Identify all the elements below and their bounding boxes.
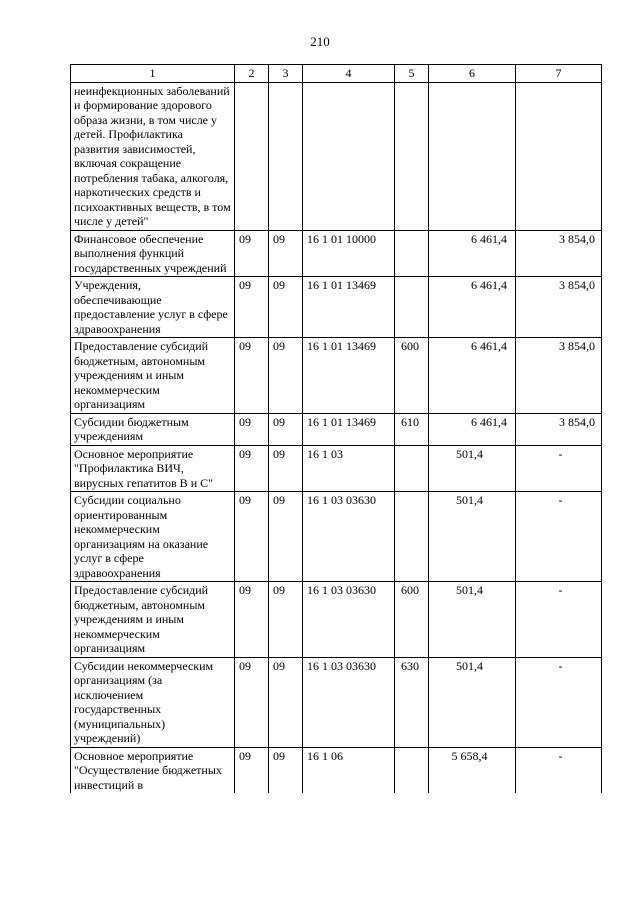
- amount-cell: 501,4: [429, 582, 516, 658]
- row-name-cell: Основное мероприятие "Осуществление бюджетных инвестиций в: [71, 747, 235, 793]
- target-code-cell: 16 1 01 13469: [303, 338, 395, 414]
- amount-cell: 6 461,4: [429, 230, 516, 277]
- row-name-cell: Субсидии социально ориентированным некоммерческим организациям на оказание услуг в сфере здравоохранения: [71, 492, 235, 582]
- amount-cell: 3 854,0: [516, 413, 602, 445]
- expense-type-cell: [395, 445, 429, 492]
- expense-type-cell: [395, 230, 429, 277]
- column-header: 6: [429, 65, 516, 83]
- section-cell: 09: [235, 413, 269, 445]
- section-cell: 09: [235, 338, 269, 414]
- column-header: 5: [395, 65, 429, 83]
- table-row: [71, 230, 602, 277]
- amount-cell: 3 854,0: [516, 230, 602, 277]
- table-row: [71, 492, 602, 582]
- expense-type-cell: 610: [395, 413, 429, 445]
- row-name-cell: Субсидии некоммерческим организациям (за исключением государственных (муниципальных) учреждений): [71, 657, 235, 747]
- section-cell: 09: [235, 582, 269, 658]
- target-code-cell: 16 1 06: [303, 747, 395, 793]
- table-row: [71, 657, 602, 747]
- table-row: [71, 582, 602, 658]
- amount-cell: 501,4: [429, 445, 516, 492]
- target-code-cell: 16 1 03: [303, 445, 395, 492]
- subsection-cell: 09: [269, 230, 303, 277]
- amount-cell: 5 658,4: [429, 747, 516, 793]
- column-header: 4: [303, 65, 395, 83]
- target-code-cell: 16 1 01 13469: [303, 277, 395, 338]
- amount-cell: 3 854,0: [516, 277, 602, 338]
- amount-cell: -: [516, 657, 602, 747]
- subsection-cell: 09: [269, 747, 303, 793]
- amount-cell: -: [516, 582, 602, 658]
- row-name-cell: Предоставление субсидий бюджетным, автономным учреждениям и иным некоммерческим организациям: [71, 338, 235, 414]
- table-row: [71, 413, 602, 445]
- expense-type-cell: [395, 82, 429, 230]
- section-cell: 09: [235, 492, 269, 582]
- table-row: [71, 747, 602, 793]
- table-row: [71, 277, 602, 338]
- row-name-cell: Основное мероприятие "Профилактика ВИЧ, вирусных гепатитов В и С": [71, 445, 235, 492]
- subsection-cell: 09: [269, 445, 303, 492]
- section-cell: 09: [235, 230, 269, 277]
- row-name-cell: Учреждения, обеспечивающие предоставление услуг в сфере здравоохранения: [71, 277, 235, 338]
- target-code-cell: 16 1 03 03630: [303, 582, 395, 658]
- column-header: 1: [71, 65, 235, 83]
- section-cell: 09: [235, 277, 269, 338]
- subsection-cell: 09: [269, 657, 303, 747]
- section-cell: 09: [235, 445, 269, 492]
- amount-cell: 501,4: [429, 657, 516, 747]
- row-name-cell: Финансовое обеспечение выполнения функций государственных учреждений: [71, 230, 235, 277]
- row-name-cell: Предоставление субсидий бюджетным, автономным учреждениям и иным некоммерческим организациям: [71, 582, 235, 658]
- expense-type-cell: 630: [395, 657, 429, 747]
- target-code-cell: 16 1 01 13469: [303, 413, 395, 445]
- expense-type-cell: [395, 492, 429, 582]
- subsection-cell: 09: [269, 277, 303, 338]
- expense-type-cell: [395, 747, 429, 793]
- amount-cell: -: [516, 747, 602, 793]
- target-code-cell: [303, 82, 395, 230]
- target-code-cell: 16 1 03 03630: [303, 657, 395, 747]
- subsection-cell: 09: [269, 413, 303, 445]
- amount-cell: [516, 82, 602, 230]
- subsection-cell: [269, 82, 303, 230]
- amount-cell: 6 461,4: [429, 277, 516, 338]
- row-name-cell: неинфекционных заболеваний и формирование здорового образа жизни, в том числе у детей. Профилактика развития зависимостей, включая сокращение потребления табака, алкоголя, наркотических средств и психоактивных веществ, в том числе у детей": [71, 82, 235, 230]
- budget-table: [70, 64, 602, 793]
- expense-type-cell: 600: [395, 338, 429, 414]
- subsection-cell: 09: [269, 492, 303, 582]
- amount-cell: 6 461,4: [429, 413, 516, 445]
- table-row: [71, 445, 602, 492]
- target-code-cell: 16 1 01 10000: [303, 230, 395, 277]
- amount-cell: -: [516, 492, 602, 582]
- target-code-cell: 16 1 03 03630: [303, 492, 395, 582]
- column-header: 3: [269, 65, 303, 83]
- subsection-cell: 09: [269, 338, 303, 414]
- amount-cell: 501,4: [429, 492, 516, 582]
- amount-cell: 6 461,4: [429, 338, 516, 414]
- table-row: [71, 338, 602, 414]
- table-row: [71, 82, 602, 230]
- expense-type-cell: 600: [395, 582, 429, 658]
- section-cell: 09: [235, 657, 269, 747]
- page-number: 210: [310, 34, 330, 49]
- amount-cell: 3 854,0: [516, 338, 602, 414]
- section-cell: [235, 82, 269, 230]
- amount-cell: -: [516, 445, 602, 492]
- amount-cell: [429, 82, 516, 230]
- column-header: 7: [516, 65, 602, 83]
- table-header-row: [71, 65, 602, 83]
- column-header: 2: [235, 65, 269, 83]
- expense-type-cell: [395, 277, 429, 338]
- row-name-cell: Субсидии бюджетным учреждениям: [71, 413, 235, 445]
- section-cell: 09: [235, 747, 269, 793]
- subsection-cell: 09: [269, 582, 303, 658]
